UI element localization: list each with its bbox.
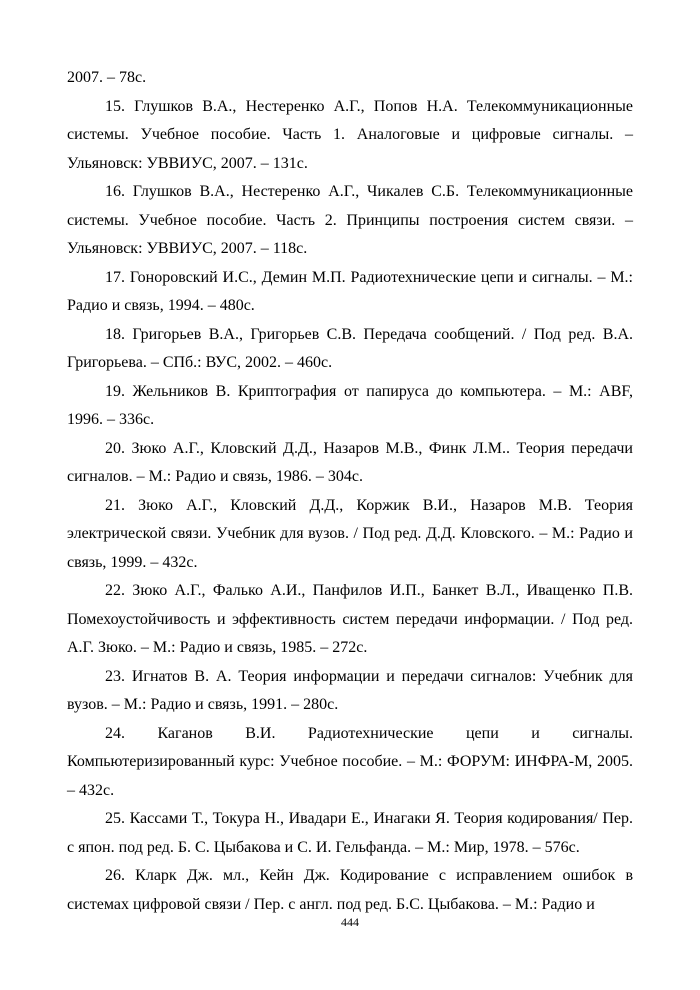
reference-item-26: 26. Кларк Дж. мл., Кейн Дж. Кодирование с исправлением ошибок в системах цифровой связи / Пер. с англ. под ред. Б.С. Цыбакова. – М.: Радио и xyxy=(67,867,633,913)
reference-item-20: 20. Зюко А.Г., Кловский Д.Д., Назаров М.В., Финк Л.М.. Теория передачи сигналов. – М.: Радио и связь, 1986. – 304с. xyxy=(67,439,633,485)
reference-item-25: 25. Кассами Т., Токура Н., Ивадари Е., Инагаки Я. Теория кодирования/ Пер. с япон. под ред. Б. С. Цыбакова и С. И. Гельфанда. – М.: Мир, 1978. – 576с. xyxy=(67,810,633,856)
page-number: 444 xyxy=(341,915,359,929)
reference-item-21: 21. Зюко А.Г., Кловский Д.Д., Коржик В.И., Назаров М.В. Теория электрической связи. Учебник для вузов. / Под ред. Д.Д. Кловского. – М.: Радио и связь, 1999. – 432с. xyxy=(67,496,633,571)
reference-list xyxy=(67,64,633,919)
reference-item-23: 23. Игнатов В. А. Теория информации и передачи сигналов: Учебник для вузов. – М.: Радио и связь, 1991. – 280с. xyxy=(67,667,633,713)
reference-item-18: 18. Григорьев В.А., Григорьев С.В. Передача сообщений. / Под ред. В.А. Григорьева. – СПб.: ВУС, 2002. – 460с. xyxy=(67,325,633,371)
reference-item-17: 17. Гоноровский И.С., Демин М.П. Радиотехнические цепи и сигналы. – М.: Радио и связь, 1994. – 480с. xyxy=(67,268,633,314)
reference-item-22: 22. Зюко А.Г., Фалько А.И., Панфилов И.П., Банкет В.Л., Иващенко П.В. Помехоустойчивость и эффективность систем передачи информации. / Под ред. А.Г. Зюко. – М.: Радио и связь, 1985. – 272с. xyxy=(67,582,633,656)
reference-item-19: 19. Жельников В. Криптография от папируса до компьютера. – М.: ABF, 1996. – 336с. xyxy=(67,382,633,428)
continued-reference-text: 2007. – 78с. xyxy=(67,69,147,86)
reference-item-24: 24. Каганов В.И. Радиотехнические цепи и сигналы. Компьютеризированный курс: Учебное пособие. – М.: ФОРУМ: ИНФРА-М, 2005. – 432с. xyxy=(67,724,633,799)
reference-item-15: 15. Глушков В.А., Нестеренко А.Г., Попов Н.А. Телекоммуникационные системы. Учебное пособие. Часть 1. Аналоговые и цифровые сигналы. – Ульяновск: УВВИУС, 2007. – 131с. xyxy=(67,97,633,172)
reference-item-16: 16. Глушков В.А., Нестеренко А.Г., Чикалев С.Б. Телекоммуникационные системы. Учебное пособие. Часть 2. Принципы построения систем связи. – Ульяновск: УВВИУС, 2007. – 118с. xyxy=(67,183,633,257)
